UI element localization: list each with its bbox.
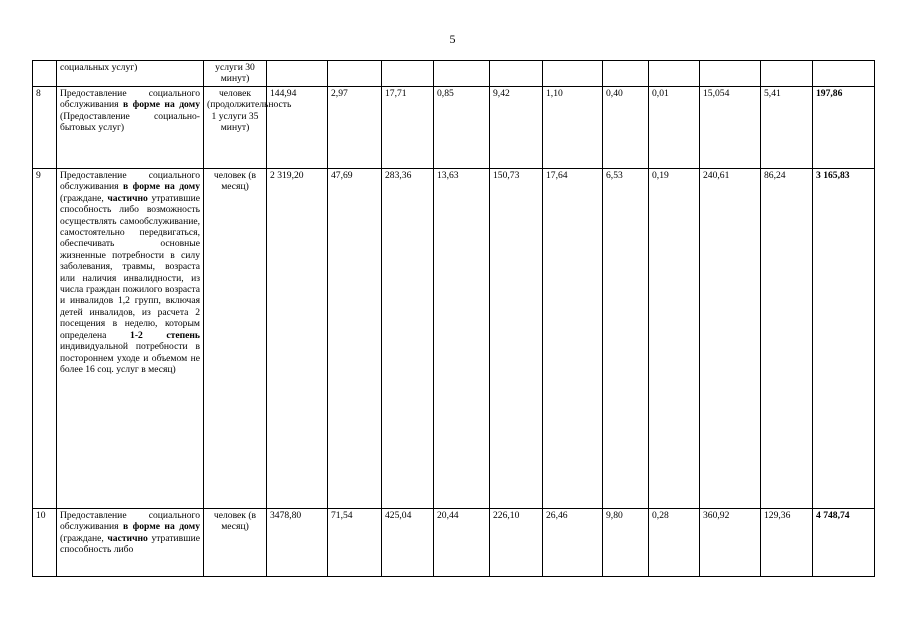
value-cell: 6,53 <box>603 169 649 509</box>
value-cell: 9,80 <box>603 509 649 577</box>
service-name-text: в форме на дому <box>122 99 200 111</box>
service-name-text: Предоставление социального обслуживания <box>60 510 200 533</box>
value-cell <box>490 61 543 87</box>
value-cell <box>267 61 328 87</box>
service-name-text: Предоставление социального обслуживания <box>60 88 200 111</box>
service-name-text: 1-2 степень <box>130 329 200 341</box>
unit-cell: человек (продолжительность 1 услуги 35 минут) <box>204 87 267 169</box>
service-name-cell <box>57 61 204 87</box>
service-name-cell <box>57 509 204 577</box>
row-number-cell <box>33 61 57 87</box>
value-cell: 86,24 <box>761 169 813 509</box>
service-name-text: (Предоставление социально-бытовых услуг) <box>60 110 200 134</box>
total-cell: 4 748,74 <box>813 509 875 577</box>
value-cell: 1,10 <box>543 87 603 169</box>
value-cell: 5,41 <box>761 87 813 169</box>
row-number-cell: 8 <box>33 87 57 169</box>
value-cell: 15,054 <box>700 87 761 169</box>
value-cell <box>434 61 490 87</box>
value-cell <box>761 61 813 87</box>
value-cell: 360,92 <box>700 509 761 577</box>
total-cell: 197,86 <box>813 87 875 169</box>
value-cell: 240,61 <box>700 169 761 509</box>
value-cell: 9,42 <box>490 87 543 169</box>
value-cell: 17,64 <box>543 169 603 509</box>
value-cell: 144,94 <box>267 87 328 169</box>
value-cell <box>382 61 434 87</box>
table-row <box>33 169 875 509</box>
value-cell: 3478,80 <box>267 509 328 577</box>
value-cell: 0,40 <box>603 87 649 169</box>
value-cell: 47,69 <box>328 169 382 509</box>
page-number: 5 <box>449 32 456 46</box>
value-cell: 20,44 <box>434 509 490 577</box>
value-cell: 2,97 <box>328 87 382 169</box>
unit-cell: человек (в месяц) <box>204 169 267 509</box>
value-cell: 0,28 <box>649 509 700 577</box>
value-cell: 71,54 <box>328 509 382 577</box>
service-name-text: утратившие способность либо <box>60 532 200 556</box>
value-cell: 150,73 <box>490 169 543 509</box>
service-name-text: частично <box>107 192 148 204</box>
value-cell: 26,46 <box>543 509 603 577</box>
unit-cell: услуги 30 минут) <box>204 61 267 87</box>
table-row <box>33 87 875 169</box>
value-cell: 2 319,20 <box>267 169 328 509</box>
service-name-text: социальных услуг) <box>60 62 138 73</box>
service-name-cell <box>57 169 204 509</box>
service-name-text: индивидуальной потребности в постороннем уходе и объемом не более 16 соц. услуг в месяц) <box>60 341 200 375</box>
value-cell <box>603 61 649 87</box>
service-name-cell <box>57 87 204 169</box>
row-number-cell: 10 <box>33 509 57 577</box>
value-cell: 0,85 <box>434 87 490 169</box>
service-name-text: утратившие способность либо возможность осуществлять самообслуживание, самостоятельно передвигаться, обеспечивать основные жизненные потребности в силу заболевания, травмы, возраста или наличия инвалидности, из числа граждан пожилого возраста и инвалидов 1,2 групп, включая детей инвалидов, из расчета 2 посещения в неделю, которым определена <box>60 192 200 341</box>
value-cell: 13,63 <box>434 169 490 509</box>
service-name-text: Предоставление социального обслуживания <box>60 170 200 193</box>
value-cell <box>700 61 761 87</box>
service-name-text: в форме на дому <box>122 521 200 533</box>
value-cell: 425,04 <box>382 509 434 577</box>
unit-cell: человек (в месяц) <box>204 509 267 577</box>
value-cell: 0,19 <box>649 169 700 509</box>
service-name-text: в форме на дому <box>122 181 200 193</box>
value-cell: 17,71 <box>382 87 434 169</box>
total-cell: 3 165,83 <box>813 169 875 509</box>
total-cell <box>813 61 875 87</box>
value-cell: 0,01 <box>649 87 700 169</box>
value-cell: 283,36 <box>382 169 434 509</box>
value-cell <box>328 61 382 87</box>
value-cell: 129,36 <box>761 509 813 577</box>
tariff-table <box>32 60 875 577</box>
row-number-cell: 9 <box>33 169 57 509</box>
table-row <box>33 61 875 87</box>
table-row <box>33 509 875 577</box>
service-name-text: (граждане, <box>60 532 108 544</box>
value-cell <box>543 61 603 87</box>
value-cell: 226,10 <box>490 509 543 577</box>
value-cell <box>649 61 700 87</box>
service-name-text: частично <box>107 532 148 544</box>
service-name-text: (граждане, <box>60 192 108 204</box>
